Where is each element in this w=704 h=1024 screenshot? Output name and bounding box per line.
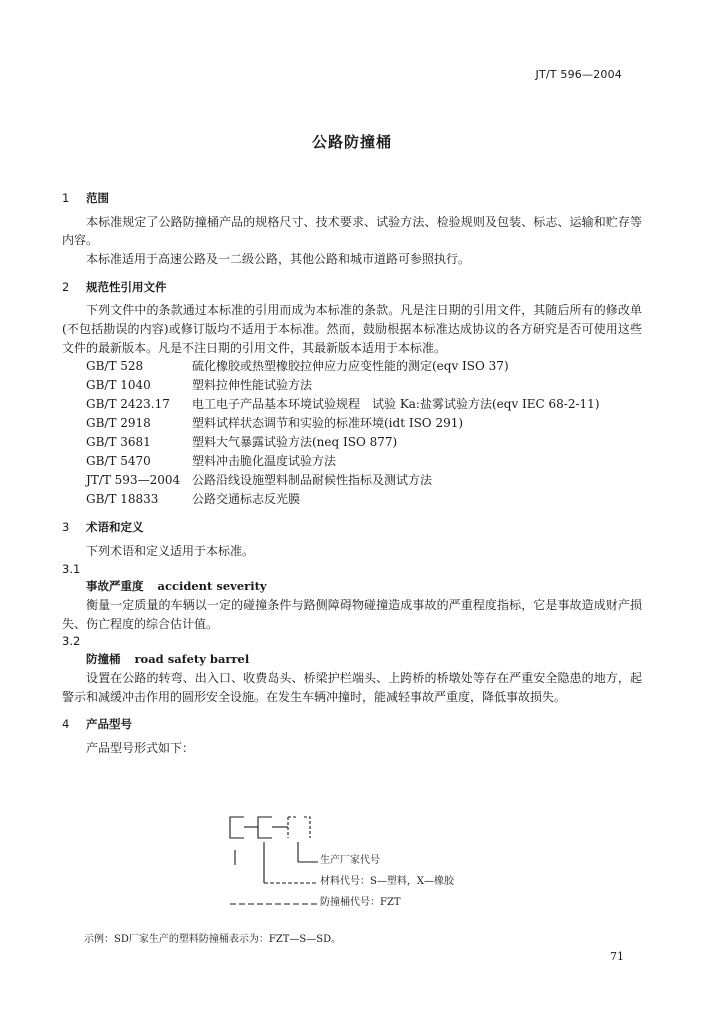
section-heading-refs: 2 规范性引用文件 — [62, 279, 167, 294]
label-barrel-code: 防撞桶代号：FZT — [320, 897, 401, 908]
list-item: GB/T 2918 塑料试样状态调节和实验的标准环境(idt ISO 291) — [86, 416, 464, 431]
model-intro: 产品型号形式如下： — [86, 741, 195, 756]
term-definition: 设置在公路的转弯、出入口、收费岛头、桥梁护栏端头、上跨桥的桥墩处等存在严重安全隐患的地方，起警示和减缓冲击作用的圆形安全设施。在发生车辆冲撞时，能减轻事故严重度，降低事故损失。 — [62, 671, 642, 704]
term-heading: 事故严重度 accident severity — [86, 579, 267, 594]
list-item: GB/T 5470 塑料冲击脆化温度试验方法 — [86, 454, 337, 469]
label-material-code: 材料代号：S—塑料，X—橡胶 — [320, 876, 454, 887]
list-item: GB/T 18833 公路交通标志反光膜 — [86, 492, 301, 507]
term-definition: 衡量一定质量的车辆以一定的碰撞条件与路侧障碍物碰撞造成事故的严重程度指标，它是事故造成财产损失、伤亡程度的综合估计值。 — [62, 598, 642, 631]
section-heading-model: 4 产品型号 — [62, 717, 132, 732]
page-title: 公路防撞桶 — [311, 133, 392, 151]
standard-number: JT/T 596—2004 — [535, 68, 622, 81]
refs-intro: 下列文件中的条款通过本标准的引用而成为本标准的条款。凡是注日期的引用文件，其随后所有的修改单(不包括勘误的内容)或修订版均不适用于本标准。然而，鼓励根据本标准达成协议的各方研究是否可使用这些文件的最新版本。凡是不注日期的引用文件，其最新版本适用于本标准。 — [62, 303, 642, 355]
list-item: GB/T 528 硫化橡胶或热塑橡胶拉伸应力应变性能的测定(eqv ISO 37) — [86, 359, 509, 374]
term-number: 3.1 — [62, 561, 81, 576]
list-item: GB/T 3681 塑料大气暴露试验方法(neq ISO 877) — [86, 435, 398, 450]
list-item: JT/T 593—2004 公路沿线设施塑料制品耐候性指标及测试方法 — [86, 473, 433, 488]
terms-intro: 下列术语和定义适用于本标准。 — [86, 544, 255, 558]
term-number: 3.2 — [62, 634, 81, 649]
list-item: GB/T 1040 塑料拉伸性能试验方法 — [86, 378, 313, 393]
page-number: 71 — [610, 950, 624, 963]
term-heading: 防撞桶 road safety barrel — [86, 652, 250, 667]
model-example: 示例：SD厂家生产的塑料防撞桶表示为：FZT—S—SD。 — [84, 934, 342, 945]
section-heading-terms: 3 术语和定义 — [62, 520, 144, 535]
scope-paragraph-2: 本标准适用于高速公路及一二级公路，其他公路和城市道路可参照执行。 — [86, 252, 471, 266]
section-heading-scope: 1 范围 — [62, 191, 109, 205]
label-maker-code: 生产厂家代号 — [320, 855, 380, 866]
scope-paragraph-1: 本标准规定了公路防撞桶产品的规格尺寸、技术要求、试验方法、检验规则及包装、标志、运输和贮存等内容。 — [62, 214, 642, 248]
list-item: GB/T 2423.17 电工电子产品基本环境试验规程 试验 Ka:盐雾试验方法(eqv IEC 68-2-11) — [86, 397, 600, 412]
